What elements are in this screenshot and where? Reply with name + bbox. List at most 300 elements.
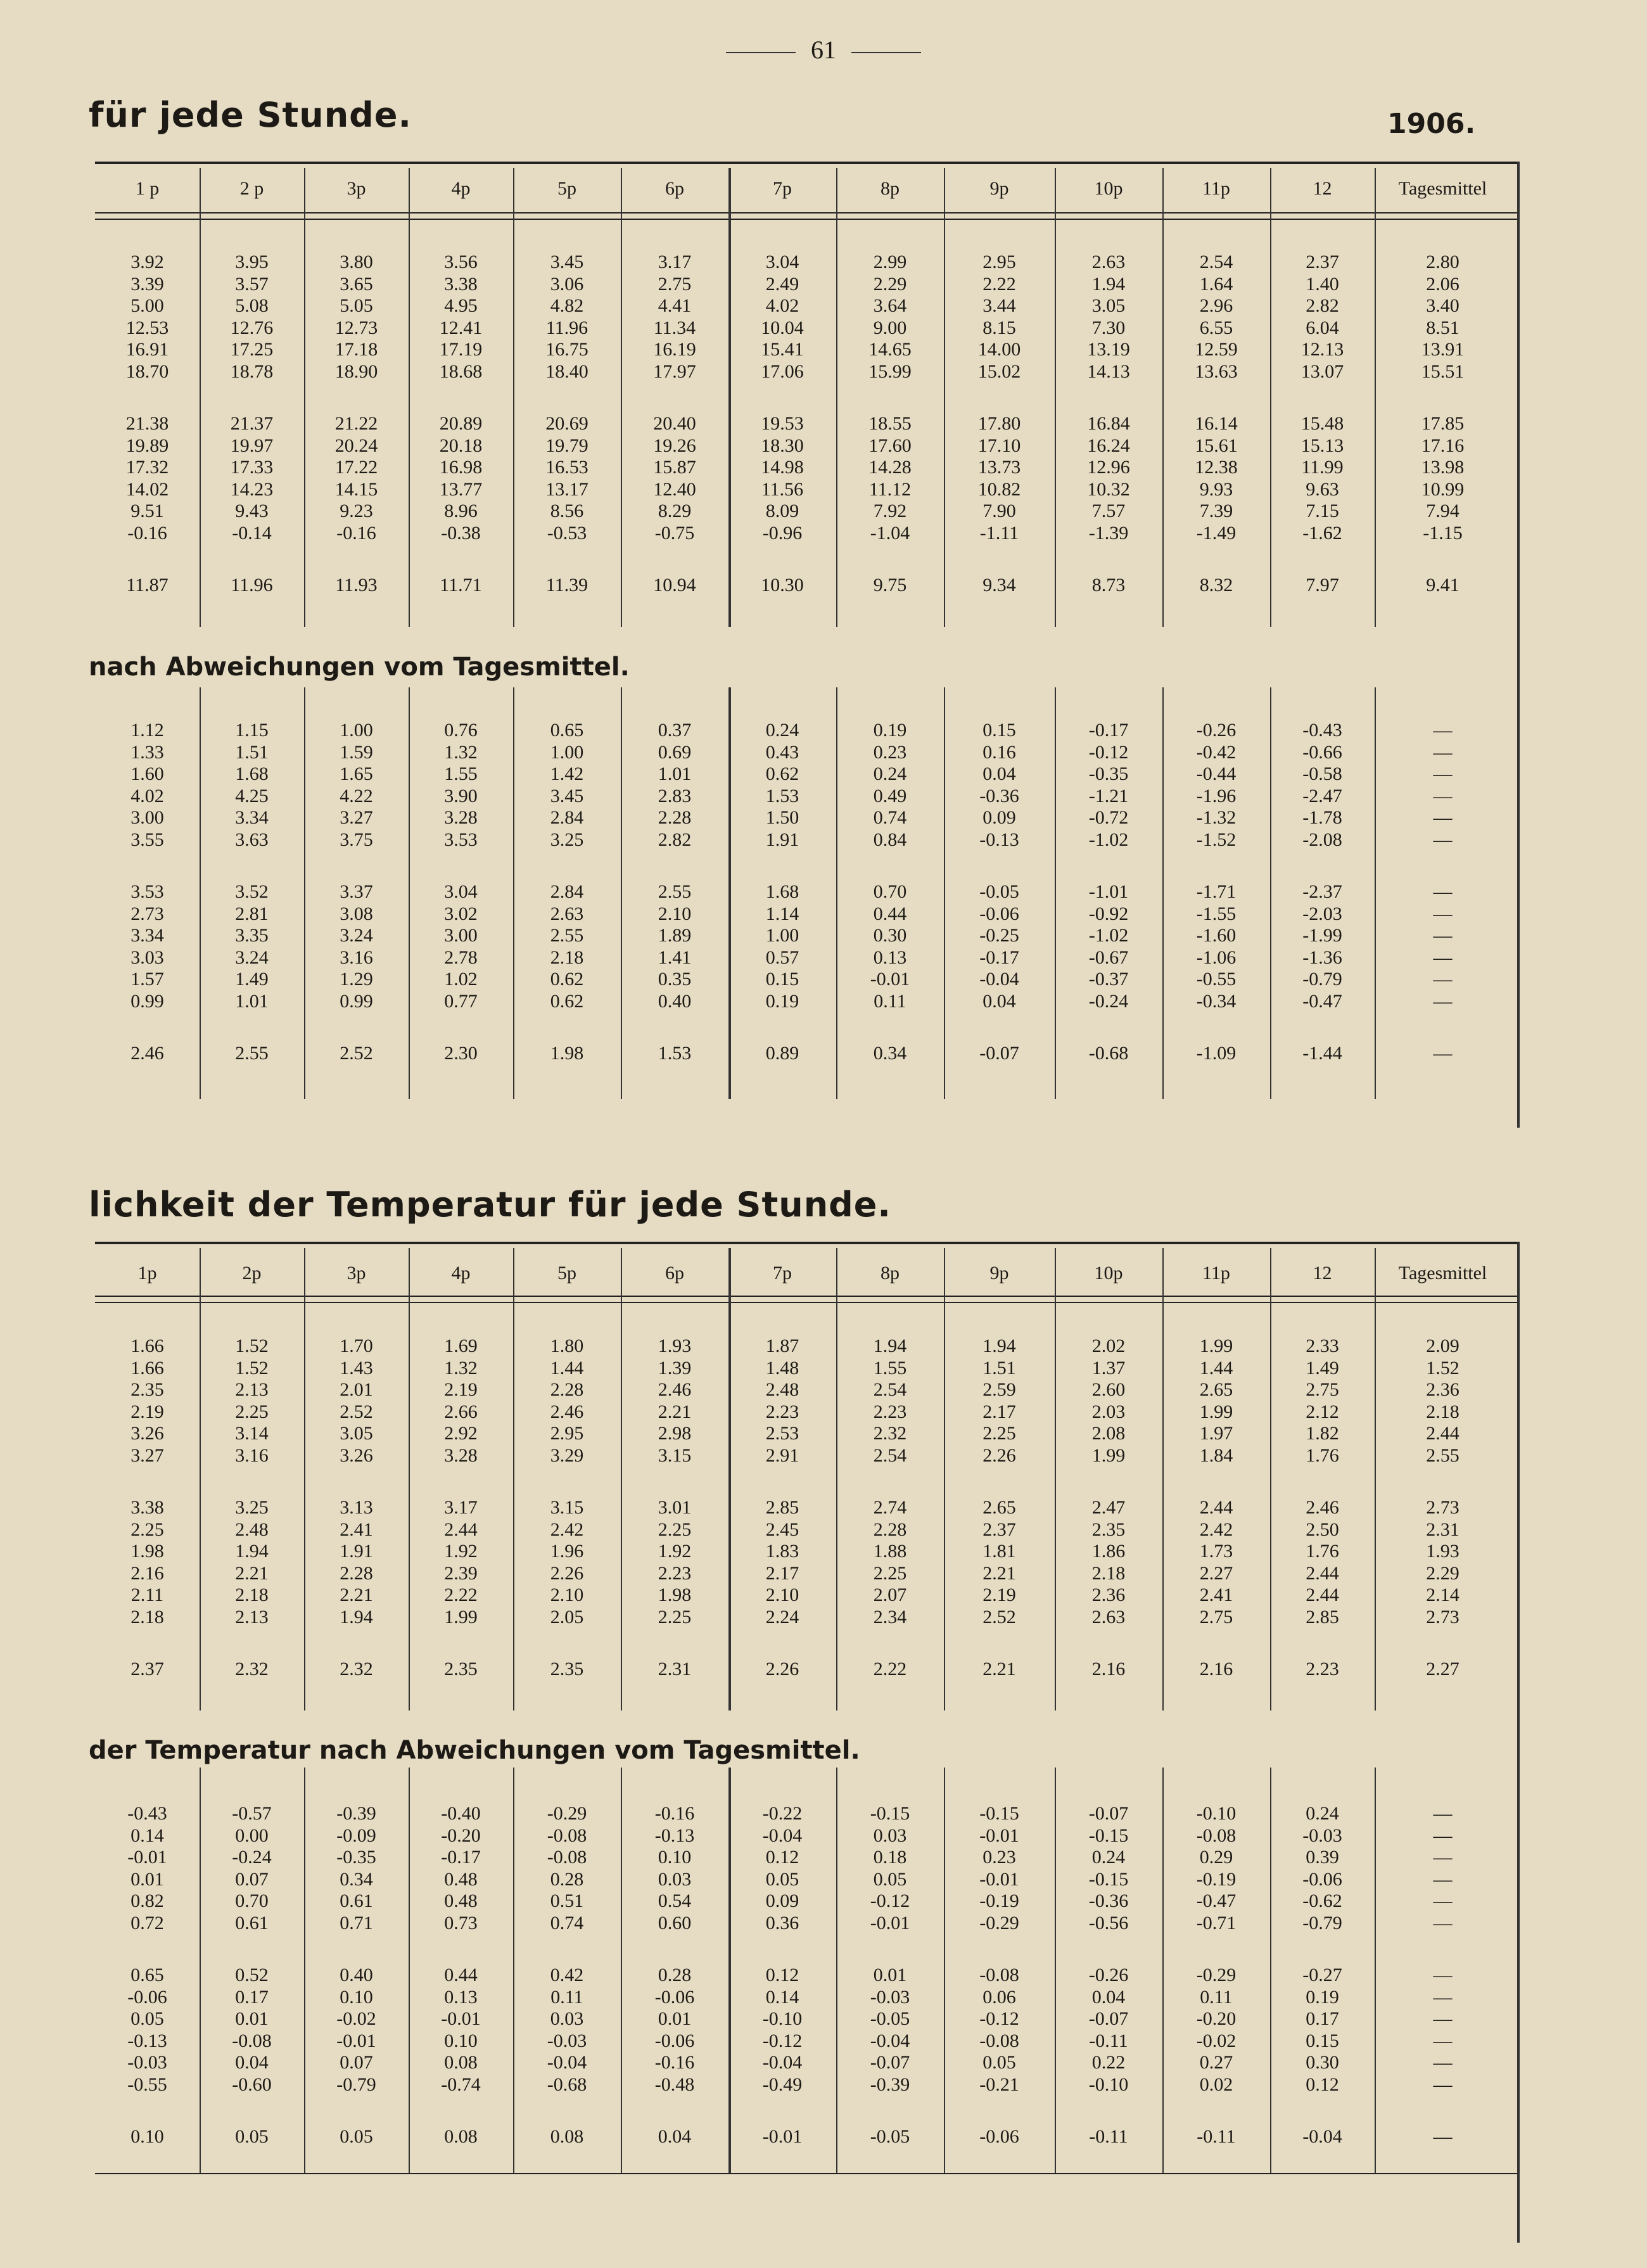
- table1-cell: 2.37: [1306, 252, 1339, 272]
- table2-cell: 2.26: [550, 1562, 584, 1584]
- table2b-cell: -0.15: [1088, 1825, 1129, 1846]
- table2b-cell: —: [1433, 1986, 1453, 2008]
- table2b-cell: -0.68: [547, 2074, 587, 2095]
- table2-cell: 1.97: [1199, 1423, 1233, 1444]
- table2-cell: 2.16: [130, 1562, 164, 1584]
- table1-cell: 2.49: [765, 273, 799, 295]
- table2-cell: 2.75: [1199, 1606, 1233, 1628]
- table2b-cell: 0.40: [340, 1965, 373, 1985]
- table1b-cell: 0.37: [658, 720, 692, 741]
- table1-cell: 14.00: [977, 339, 1021, 360]
- table2b-cell: -0.55: [127, 2074, 167, 2095]
- table1-cell: 13.17: [545, 478, 588, 500]
- table1-cell: 10.82: [977, 478, 1021, 500]
- table1b-cell: -1.01: [1088, 881, 1129, 902]
- table1b-cell: 3.52: [235, 881, 269, 902]
- table2-cell: 2.16: [1199, 1659, 1233, 1679]
- table1-cell: 18.55: [868, 413, 912, 434]
- table2-cell: 3.27: [130, 1444, 164, 1466]
- table1-cell: 3.39: [130, 273, 164, 295]
- table1-cell: 11.96: [545, 317, 588, 338]
- table2b-cell: -0.12: [762, 2030, 803, 2051]
- table2-cell: 2.52: [982, 1606, 1016, 1628]
- table1-cell: 2.29: [873, 273, 907, 295]
- table2-cell: 1.52: [235, 1357, 269, 1379]
- table1b-cell: 1.15: [235, 720, 269, 741]
- table1b-cell: -0.13: [979, 829, 1019, 850]
- table2-cell: 2.18: [1426, 1401, 1459, 1422]
- table2-cell: 3.13: [340, 1497, 373, 1518]
- table1-cell: 14.13: [1087, 360, 1130, 382]
- table1-cell: -1.15: [1423, 522, 1463, 544]
- table1b-cell: 0.62: [550, 990, 584, 1012]
- table2-cell: 1.83: [765, 1541, 799, 1562]
- table2-column-rule: [1055, 1248, 1056, 1711]
- table1-column-rule: [1055, 168, 1056, 627]
- table2-cell: 2.28: [340, 1562, 373, 1584]
- table1b-cell: 0.13: [873, 946, 907, 968]
- table2-cell: 2.36: [1426, 1379, 1459, 1400]
- table1b-cell: 2.78: [444, 946, 478, 968]
- table2-column-header: 2p: [242, 1263, 262, 1284]
- table1-cell: 17.06: [761, 360, 804, 382]
- table2-cell: 2.31: [658, 1659, 692, 1679]
- table2-cell: 2.19: [444, 1379, 478, 1400]
- table2-cell: 3.15: [658, 1444, 692, 1466]
- table1b-cell: 0.04: [982, 763, 1016, 784]
- table2b-cell: 0.15: [1306, 2030, 1339, 2051]
- table1-cell: 9.51: [130, 500, 164, 521]
- table1b-cell: -0.58: [1302, 763, 1342, 784]
- table1b-cell: 3.90: [444, 785, 478, 806]
- table1-cell: 13.77: [439, 478, 483, 500]
- table2-cell: 3.17: [444, 1497, 478, 1518]
- table2-cell: 1.48: [765, 1357, 799, 1379]
- table1b-cell: —: [1433, 969, 1453, 990]
- table2-cell: 2.54: [873, 1444, 907, 1466]
- table1b-cell: -0.17: [979, 946, 1019, 968]
- table2-cell: 2.95: [550, 1423, 584, 1444]
- table2-cell: 2.21: [982, 1562, 1016, 1584]
- table1-cell: 17.10: [977, 435, 1021, 456]
- table1b-cell: —: [1433, 946, 1453, 968]
- table2b-cell: -0.06: [654, 2030, 695, 2051]
- table2-cell: 1.81: [982, 1541, 1016, 1562]
- table1b-cell: 1.89: [658, 925, 692, 946]
- table2-cell: 2.25: [658, 1606, 692, 1628]
- table1-cell: 20.89: [439, 413, 483, 434]
- table2-cell: 2.65: [982, 1497, 1016, 1518]
- table2b-cell: -0.15: [870, 1803, 910, 1824]
- table2b-cell: 0.71: [340, 1912, 373, 1934]
- table1b-cell: 3.53: [130, 881, 164, 902]
- table2b-cell: 0.14: [765, 1986, 799, 2008]
- table2-cell: 2.45: [765, 1519, 799, 1540]
- table1b-cell: 0.49: [873, 785, 907, 806]
- table1-cell: 8.51: [1426, 317, 1459, 338]
- right-frame-rule-1: [1517, 162, 1520, 1128]
- table2b-cell: -0.36: [1088, 1890, 1129, 1911]
- table2-cell: 2.23: [873, 1401, 907, 1422]
- table1-cell: 16.19: [653, 339, 696, 360]
- table1b-cell: 1.49: [235, 969, 269, 990]
- table1-cell: 15.61: [1195, 435, 1238, 456]
- table2-cell: 2.32: [340, 1659, 373, 1679]
- table2b-cell: -0.47: [1196, 1890, 1237, 1911]
- table2-cell: 2.27: [1199, 1562, 1233, 1584]
- table2b-cell: -0.06: [127, 1986, 167, 2008]
- table2b-cell: -0.04: [870, 2030, 910, 2051]
- table1-cell: -0.53: [547, 522, 587, 544]
- table2b-cell: 0.00: [235, 1825, 269, 1846]
- table1-cell: 8.29: [658, 500, 692, 521]
- table1b-cell: -0.42: [1196, 741, 1237, 763]
- table2-cell: 1.94: [235, 1541, 269, 1562]
- table2b-cell: -0.62: [1302, 1890, 1342, 1911]
- table1b-cell: 2.82: [658, 829, 692, 850]
- table2b-cell: 0.05: [765, 1868, 799, 1890]
- table1b-cell: -1.99: [1302, 925, 1342, 946]
- table1b-cell: 1.55: [444, 763, 478, 784]
- table2-cell: 1.69: [444, 1335, 478, 1356]
- table2b-cell: 0.09: [765, 1890, 799, 1911]
- table2b-cell: -0.12: [870, 1890, 910, 1911]
- table1-column-header: 11p: [1202, 178, 1230, 199]
- table1-cell: 13.73: [977, 457, 1021, 478]
- table2b-cell: -0.06: [654, 1986, 695, 2008]
- table2b-cell: -0.01: [979, 1825, 1019, 1846]
- table1b-cell: 0.04: [982, 990, 1016, 1012]
- table2-cell: 2.33: [1306, 1335, 1339, 1356]
- table1b-cell: 2.52: [340, 1043, 373, 1064]
- table1b-cell: 0.35: [658, 969, 692, 990]
- table1b-cell: 3.27: [340, 807, 373, 828]
- table1b-cell: 1.91: [765, 829, 799, 850]
- table2b-cell: 0.14: [130, 1825, 164, 1846]
- table2-cell: 2.44: [1426, 1423, 1459, 1444]
- table2-cell: 2.44: [1199, 1497, 1233, 1518]
- table1-cell: 5.00: [130, 295, 164, 316]
- table1-cell: 12.76: [230, 317, 274, 338]
- table2b-cell: 0.02: [1199, 2074, 1233, 2095]
- table1-top-rule: [95, 162, 1517, 164]
- table2-cell: 2.44: [444, 1519, 478, 1540]
- table1-cell: 17.80: [977, 413, 1021, 434]
- table1-cell: 11.87: [126, 575, 169, 596]
- table2-cell: 2.41: [1199, 1584, 1233, 1605]
- table1b-cell: -1.55: [1196, 903, 1237, 924]
- table2b-cell: 0.36: [765, 1912, 799, 1934]
- table2-cell: 2.42: [1199, 1519, 1233, 1540]
- table1b-cell: 2.81: [235, 903, 269, 924]
- table2-cell: 2.91: [765, 1444, 799, 1466]
- table1-cell: 9.75: [873, 575, 907, 596]
- table2b-cell: -0.04: [762, 1825, 803, 1846]
- table2-cell: 2.22: [444, 1584, 478, 1605]
- table1-cell: 19.26: [653, 435, 696, 456]
- table2-cell: 2.44: [1306, 1584, 1339, 1605]
- table1b-cell: 0.76: [444, 720, 478, 741]
- table1b-cell: 0.74: [873, 807, 907, 828]
- table1b-cell: 1.53: [658, 1043, 692, 1064]
- table1-cell: 11.39: [545, 575, 588, 596]
- table2b-cell: 0.60: [658, 1912, 692, 1934]
- table2-cell: 1.99: [1091, 1444, 1126, 1466]
- table1b-cell: 1.57: [130, 969, 164, 990]
- table2b-cell: -0.16: [654, 2052, 695, 2073]
- table1b-cell: 1.00: [550, 741, 584, 763]
- table1-cell: 3.57: [235, 273, 269, 295]
- table2-cell: 2.01: [340, 1379, 373, 1400]
- table2b-cell: -0.05: [870, 2008, 910, 2029]
- table2-cell: 2.98: [658, 1423, 692, 1444]
- table2-cell: 2.85: [1306, 1606, 1339, 1628]
- table1-cell: 12.59: [1195, 339, 1238, 360]
- table1-cell: 8.09: [765, 500, 799, 521]
- table2b-cell: -0.01: [870, 1912, 910, 1934]
- table2-cell: 2.46: [658, 1379, 692, 1400]
- year-label: 1906.: [1387, 108, 1476, 140]
- table1-cell: 16.84: [1087, 413, 1130, 434]
- table2-cell: 2.13: [235, 1379, 269, 1400]
- table2b-cell: -0.07: [870, 2052, 910, 2073]
- table2-column-header: 11p: [1202, 1263, 1230, 1284]
- table2-cell: 1.70: [340, 1335, 373, 1356]
- table2-cell: 2.48: [235, 1519, 269, 1540]
- table2b-cell: 0.03: [873, 1825, 907, 1846]
- table2-cell: 2.36: [1091, 1584, 1126, 1605]
- table2b-cell: 0.51: [550, 1890, 584, 1911]
- table1-cell: 1.64: [1199, 273, 1233, 295]
- table2b-cell: -0.06: [979, 2126, 1019, 2147]
- table2-cell: 1.86: [1091, 1541, 1126, 1562]
- table1-cell: 17.97: [653, 360, 696, 382]
- table2-column-rule: [621, 1248, 622, 1711]
- table1b-cell: 3.00: [130, 807, 164, 828]
- table2-cell: 2.85: [765, 1497, 799, 1518]
- table1-cell: 7.97: [1306, 575, 1339, 596]
- table2-cell: 2.52: [340, 1401, 373, 1422]
- table1-cell: 19.53: [761, 413, 804, 434]
- table2b-cell: -0.01: [762, 2126, 803, 2147]
- table1-cell: 11.34: [653, 317, 696, 338]
- table1-cell: 12.13: [1300, 339, 1344, 360]
- table1-cell: 21.22: [334, 413, 378, 434]
- table1b-cell: -1.44: [1302, 1043, 1342, 1064]
- table1-cell: 11.12: [868, 478, 912, 500]
- table2b-cell: —: [1433, 1868, 1453, 1890]
- table2-cell: 2.13: [235, 1606, 269, 1628]
- table1-cell: 3.38: [444, 273, 478, 295]
- table1b-cell: 1.68: [235, 763, 269, 784]
- table1b-cell: —: [1433, 785, 1453, 806]
- table1b-cell: 0.77: [444, 990, 478, 1012]
- table1-cell: 11.96: [231, 575, 273, 596]
- table2b-cell: 0.07: [235, 1868, 269, 1890]
- table2b-cell: -0.49: [762, 2074, 803, 2095]
- table1b-cell: 0.65: [550, 720, 584, 741]
- table1-cell: 3.45: [550, 252, 584, 272]
- table1b-cell: 0.57: [765, 946, 799, 968]
- table2b-cell: 0.29: [1199, 1847, 1233, 1868]
- table1-column-rule: [944, 168, 945, 627]
- table2-cell: 2.75: [1306, 1379, 1339, 1400]
- table2b-cell: 0.24: [1091, 1847, 1126, 1868]
- table2b-cell: -0.20: [1196, 2008, 1237, 2029]
- table1-cell: 16.24: [1087, 435, 1130, 456]
- table2-cell: 2.29: [1426, 1562, 1459, 1584]
- table2-cell: 2.32: [235, 1659, 269, 1679]
- table2-cell: 2.31: [1426, 1519, 1459, 1540]
- table2-cell: 2.28: [550, 1379, 584, 1400]
- table2b-cell: -0.19: [979, 1890, 1019, 1911]
- table2-cell: 2.53: [765, 1423, 799, 1444]
- table2-cell: 1.98: [658, 1584, 692, 1605]
- table1-cell: 2.82: [1306, 295, 1339, 316]
- table1-column-header: 1 p: [135, 178, 160, 199]
- table2b-cell: 0.04: [658, 2126, 692, 2147]
- table2b-cell: -0.56: [1088, 1912, 1129, 1934]
- table2-cell: 2.25: [982, 1423, 1016, 1444]
- table2-cell: 2.37: [982, 1519, 1016, 1540]
- table1-cell: 7.39: [1199, 500, 1233, 521]
- table2-cell: 2.66: [444, 1401, 478, 1422]
- table1-cell: 21.38: [125, 413, 169, 434]
- table2-cell: 1.99: [444, 1606, 478, 1628]
- table2-cell: 3.29: [550, 1444, 584, 1466]
- table1b-cell: 3.16: [340, 946, 373, 968]
- table1-cell: 6.04: [1306, 317, 1339, 338]
- table2b-cell: 0.08: [444, 2126, 478, 2147]
- table1b-cell: -1.78: [1302, 807, 1342, 828]
- table1b-cell: -1.09: [1196, 1043, 1237, 1064]
- table1b-cell: 0.70: [873, 881, 907, 902]
- table1-cell: 7.30: [1091, 317, 1126, 338]
- table2b-cell: -0.48: [654, 2074, 695, 2095]
- table1b-cell: -0.35: [1088, 763, 1129, 784]
- table2b-cell: 0.61: [235, 1912, 269, 1934]
- table1-cell: 3.64: [873, 295, 907, 316]
- table2b-cell: -0.43: [127, 1803, 167, 1824]
- table1-cell: 3.04: [765, 252, 799, 272]
- table1-cell: 14.15: [334, 478, 378, 500]
- table1b-cell: 1.50: [765, 807, 799, 828]
- table1-cell: 19.97: [230, 435, 274, 456]
- table1b-cell: 0.19: [873, 720, 907, 741]
- table1b-cell: -0.05: [979, 881, 1019, 902]
- table1b-cell: 1.41: [658, 946, 692, 968]
- table1b-cell: 1.12: [130, 720, 164, 741]
- table2-cell: 2.47: [1091, 1497, 1126, 1518]
- table2-cell: 2.42: [550, 1519, 584, 1540]
- table1b-cell: 3.02: [444, 903, 478, 924]
- table1-column-header: 10p: [1094, 178, 1123, 199]
- table1b-cell: 1.32: [444, 741, 478, 763]
- table2b-cell: 0.11: [550, 1986, 583, 2008]
- table2-cell: 2.46: [550, 1401, 584, 1422]
- table1-cell: 9.00: [873, 317, 907, 338]
- table1-column-header: 4p: [451, 178, 471, 199]
- page-number-text: 61: [811, 35, 836, 64]
- table2-cell: 3.15: [550, 1497, 584, 1518]
- table1-cell: 11.56: [761, 478, 804, 500]
- table1-cell: 11.71: [440, 575, 482, 596]
- table1b-cell: -2.37: [1302, 881, 1342, 902]
- table2b-cell: 0.17: [235, 1986, 269, 2008]
- table2-column-header: 6p: [665, 1263, 684, 1284]
- table1-cell: 8.32: [1199, 575, 1233, 596]
- table1b-cell: -0.06: [979, 903, 1019, 924]
- table2b-cell: —: [1433, 2126, 1453, 2147]
- table2b-cell: 0.10: [658, 1847, 692, 1868]
- table2-column-header: Tagesmittel: [1398, 1263, 1487, 1284]
- table2b-cell: 0.01: [130, 1868, 164, 1890]
- table1b-cell: 2.63: [550, 903, 584, 924]
- table2b-cell: 0.61: [340, 1890, 373, 1911]
- table1-cell: 20.69: [545, 413, 588, 434]
- table1-cell: 18.70: [125, 360, 169, 382]
- table2-cell: 2.46: [1306, 1497, 1339, 1518]
- table2b-cell: 0.05: [982, 2052, 1016, 2073]
- table2b-cell: 0.27: [1199, 2052, 1233, 2073]
- table1-cell: 13.98: [1421, 457, 1465, 478]
- table1-cell: 12.96: [1087, 457, 1130, 478]
- table2-cell: 2.08: [1091, 1423, 1126, 1444]
- table2b-cell: 0.10: [444, 2030, 478, 2051]
- table2b-cell: -0.40: [441, 1803, 481, 1824]
- table1-cell: -1.62: [1302, 522, 1342, 544]
- table2b-cell: 0.12: [765, 1847, 799, 1868]
- table1-cell: 8.15: [982, 317, 1016, 338]
- table2b-cell: -0.21: [979, 2074, 1019, 2095]
- table1-column-header: Tagesmittel: [1398, 178, 1487, 199]
- table2b-cell: 0.08: [550, 2126, 584, 2147]
- table1-cell: 15.41: [761, 339, 804, 360]
- table1b-cell: 4.22: [340, 785, 373, 806]
- table2b-cell: -0.05: [870, 2126, 910, 2147]
- table1-cell: 12.41: [439, 317, 483, 338]
- table2-cell: 2.74: [873, 1497, 907, 1518]
- table2-column-rule: [1162, 1248, 1164, 1711]
- table2b-cell: -0.04: [547, 2052, 587, 2073]
- table2b-cell: -0.15: [979, 1803, 1019, 1824]
- table2-cell: 3.25: [235, 1497, 269, 1518]
- table2b-cell: —: [1433, 1965, 1453, 1985]
- table1-cell: 9.63: [1306, 478, 1339, 500]
- table2b-cell: -0.03: [1302, 1825, 1342, 1846]
- table1-cell: 18.40: [545, 360, 588, 382]
- table1-cell: 6.55: [1199, 317, 1233, 338]
- table2-cell: 2.27: [1426, 1659, 1459, 1679]
- table2-cell: 2.21: [340, 1584, 373, 1605]
- table1b-cell: 3.28: [444, 807, 478, 828]
- table2-cell: 2.44: [1306, 1562, 1339, 1584]
- table2-cell: 1.99: [1199, 1335, 1233, 1356]
- table1b-cell: 0.24: [765, 720, 799, 741]
- table1-cell: 8.73: [1091, 575, 1126, 596]
- table2-column-rule: [728, 1248, 731, 1711]
- table1b-cell: 0.15: [765, 969, 799, 990]
- table1b-cell: -0.17: [1088, 720, 1129, 741]
- table2b-cell: -0.79: [336, 2074, 376, 2095]
- table1-cell: 3.65: [340, 273, 373, 295]
- table1-cell: 3.95: [235, 252, 269, 272]
- table2b-cell: 0.74: [550, 1912, 584, 1934]
- table2b-cell: 0.44: [444, 1965, 478, 1985]
- table2b-cell: -0.60: [232, 2074, 272, 2095]
- table2-column-header: 8p: [881, 1263, 900, 1284]
- table1b-cell: —: [1433, 903, 1453, 924]
